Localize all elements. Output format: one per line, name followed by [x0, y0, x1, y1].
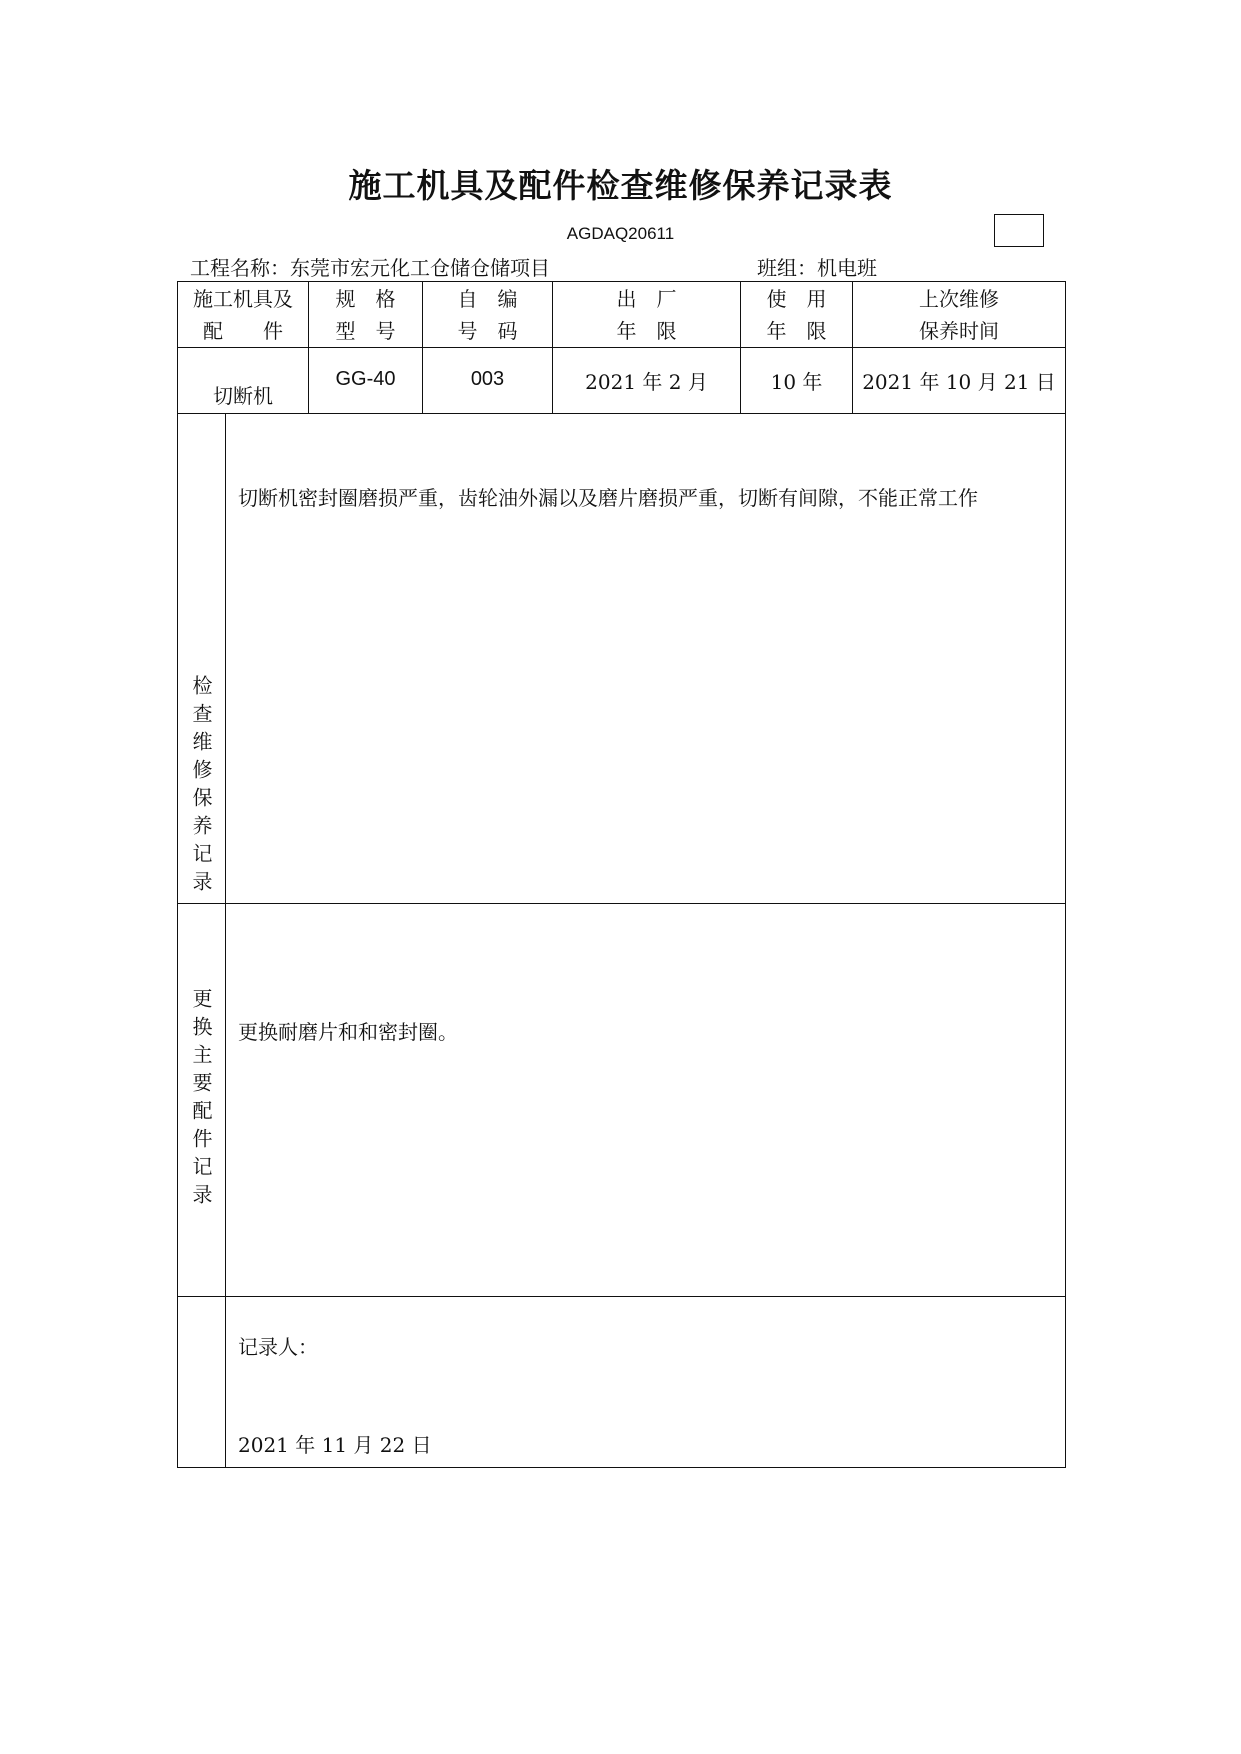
- recorder-blank-cell: [178, 1297, 226, 1468]
- header-factory-line1: 出 厂: [616, 286, 677, 311]
- header-usage-line2: 年 限: [766, 318, 827, 343]
- header-spec: [309, 282, 423, 348]
- serial-value: 003: [423, 348, 553, 414]
- last-maintenance-value: 2021 年 10 月 21 日: [853, 348, 1066, 414]
- header-row: [178, 282, 1066, 348]
- header-last-line1: 上次维修: [919, 286, 999, 311]
- data-row: [178, 348, 1066, 414]
- inspection-label-cell: [178, 414, 226, 904]
- header-spec-line1: 规 格: [335, 286, 396, 311]
- header-equipment: [178, 282, 309, 348]
- usage-value: 10 年: [741, 348, 853, 414]
- header-equipment-line2: 配 件: [203, 318, 283, 343]
- header-factory: [553, 282, 741, 348]
- equipment-value: 切断机: [178, 348, 309, 414]
- spec-value: GG-40: [309, 348, 423, 414]
- inspection-label: 检查维修保养记录: [189, 675, 213, 899]
- document-code: AGDAQ20611: [566, 224, 675, 243]
- header-serial-line2: 号 码: [457, 318, 518, 343]
- header-usage-line1: 使 用: [766, 286, 827, 311]
- header-serial: [423, 282, 553, 348]
- inspection-text: 切断机密封圈磨损严重，齿轮油外漏以及磨片磨损严重，切断有间隙，不能正常工作: [226, 414, 1066, 904]
- recorder-label: 记录人：: [238, 1335, 318, 1359]
- recorder-cell: [226, 1297, 1066, 1468]
- document-title: 施工机具及配件检查维修保养记录表: [348, 166, 893, 205]
- recorder-date: 2021 年 11 月 22 日: [238, 1433, 432, 1457]
- factory-value: 2021 年 2 月: [553, 348, 741, 414]
- header-usage: [741, 282, 853, 348]
- header-equipment-line1: 施工机具及: [193, 286, 293, 311]
- team-name: 班组：机电班: [757, 256, 877, 280]
- inspection-row: [178, 414, 1066, 904]
- header-spec-line2: 型 号: [335, 318, 396, 343]
- header-last-maintenance: [853, 282, 1066, 348]
- header-factory-line2: 年 限: [616, 318, 677, 343]
- header-serial-line1: 自 编: [457, 286, 518, 311]
- record-table: [177, 281, 1066, 1468]
- page-number-box: [994, 214, 1044, 247]
- header-last-line2: 保养时间: [919, 318, 999, 343]
- parts-text: 更换耐磨片和和密封圈。: [226, 904, 1066, 1297]
- parts-label: 更换主要配件记录: [189, 988, 213, 1212]
- project-name: 工程名称：东莞市宏元化工仓储仓储项目: [190, 256, 550, 280]
- recorder-row: [178, 1297, 1066, 1468]
- parts-label-cell: [178, 904, 226, 1297]
- parts-row: [178, 904, 1066, 1297]
